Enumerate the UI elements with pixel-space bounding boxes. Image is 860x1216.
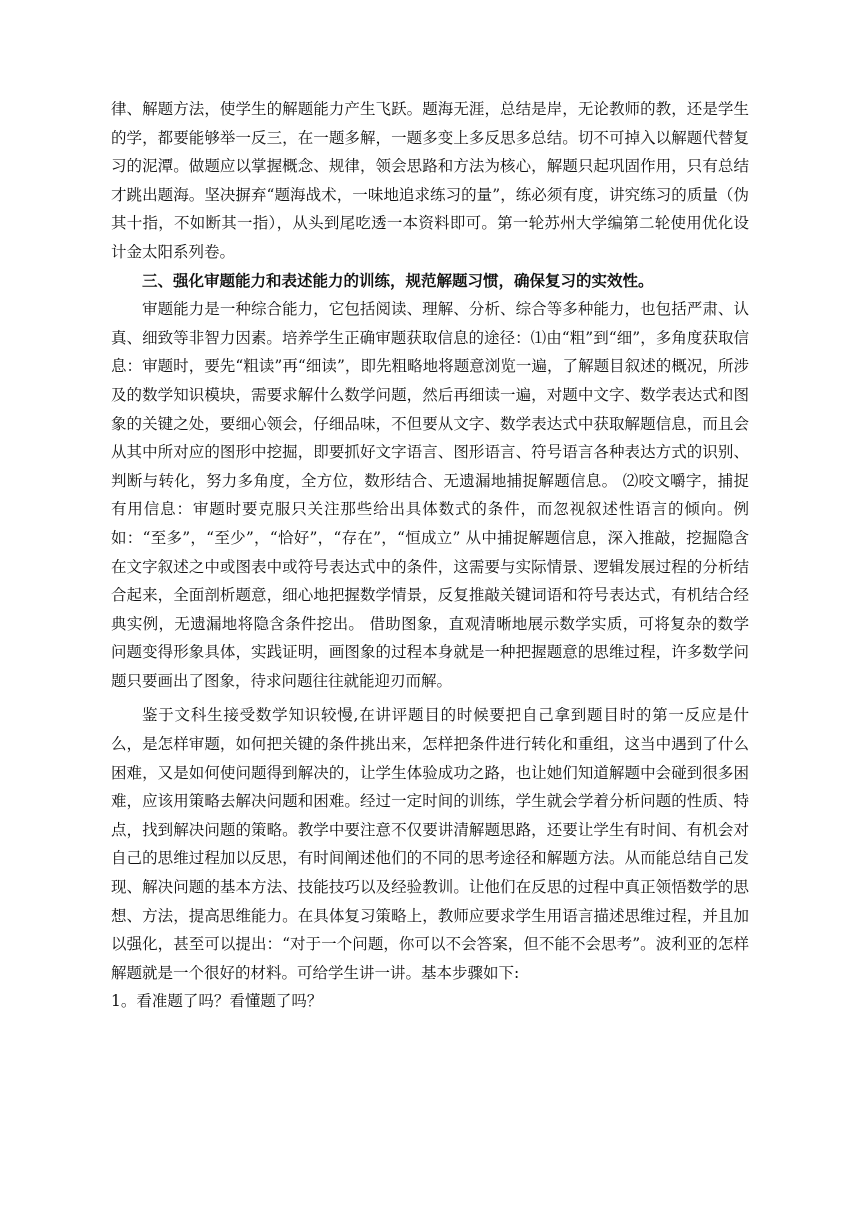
- body-paragraph-3: 鉴于文科生接受数学知识较慢,在讲评题目的时候要把自己拿到题目时的第一反应是什么，是怎样审题，如何把关键的条件挑出来，怎样把条件进行转化和重组，这当中遇到了什么困难，又是如何使问题得到解决的，让学生体验成功之路，也让她们知道解题中会碰到很多困难，应该用策略去解决问题和困难。经过一定时间的训练，学生就会学着分析问题的性质、特点，找到解决问题的策略。教学中要注意不仅要讲清解题思路，还要让学生有时间、有机会对自己的思维过程加以反思，有时间阐述他们的不同的思考途径和解题方法。从而能总结自己发现、解决问题的基本方法、技能技巧以及经验教训。让他们在反思的过程中真正领悟数学的思想、方法，提高思维能力。在具体复习策略上，教师应要求学生用语言描述思维过程，并且加以强化，甚至可以提出：“对于一个问题，你可以不会答案，但不能不会思考”。波利亚的怎样解题就是一个很好的材料。可给学生讲一讲。基本步骤如下:: [111, 706, 749, 982]
- body-paragraph-1: 律、解题方法，使学生的解题能力产生飞跃。题海无涯，总结是岸，无论教师的教，还是学生的学，都要能够举一反三，在一题多解，一题多变上多反思多总结。切不可掉入以解题代替复习的泥潭。做题应以掌握概念、规律，领会思路和方法为核心，解题只起巩固作用，只有总结才跳出题海。坚决摒弃“题海战术，一味地追求练习的量”，练必须有度，讲究练习的质量（伪其十指，不如断其一指），从头到尾吃透一本资料即可。第一轮苏州大学编第二轮使用优化设计金太阳系列卷。: [111, 100, 749, 261]
- section-heading-3: 三、强化审题能力和表述能力的训练，规范解题习惯，确保复习的实效性。: [142, 270, 654, 290]
- step-item-1: 1。看准题了吗？看懂题了吗？: [111, 992, 323, 1011]
- body-paragraph-2: 审题能力是一种综合能力，它包括阅读、理解、分析、综合等多种能力，也包括严肃、认真、细致等非智力因素。培养学生正确审题获取信息的途径：⑴由“粗”到“细”，多角度获取信息：审题时，要先“粗读”再“细读”，即先粗略地将题意浏览一遍，了解题目叙述的概况，所涉及的数学知识模块，需要求解什么数学问题，然后再细读一遍，对题中文字、数学表达式和图象的关键之处，要细心领会，仔细品味，不但要从文字、数学表达式中获取解题信息，而且会从其中所对应的图形中挖掘，即要抓好文字语言、图形语言、符号语言各种表达方式的识别、判断与转化，努力多角度，全方位，数形结合、无遗漏地捕捉解题信息。 ⑵咬文嚼字，捕捉有用信息：审题时要克服只关注那些给出具体数式的条件，而忽视叙述性语言的倾向。例如：“至多”，“至少”，“恰好”，“存在”，“恒成立” 从中捕捉解题信息，深入推敲，挖掘隐含在文字叙述之中或图表中或符号表达式中的条件，这需要与实际情景、逻辑发展过程的分析结合起来，全面剖析题意，细心地把握数学情景，反复推敲关键词语和符号表达式，有机结合经典实例，无遗漏地将隐含条件挖出。 借助图象，直观清晰地展示数学实质，可将复杂的数学问题变得形象具体，实践证明，画图象的过程本身就是一种把握题意的思维过程，许多数学问题只要画出了图象，待求问题往往就能迎刃而解。: [111, 300, 749, 690]
